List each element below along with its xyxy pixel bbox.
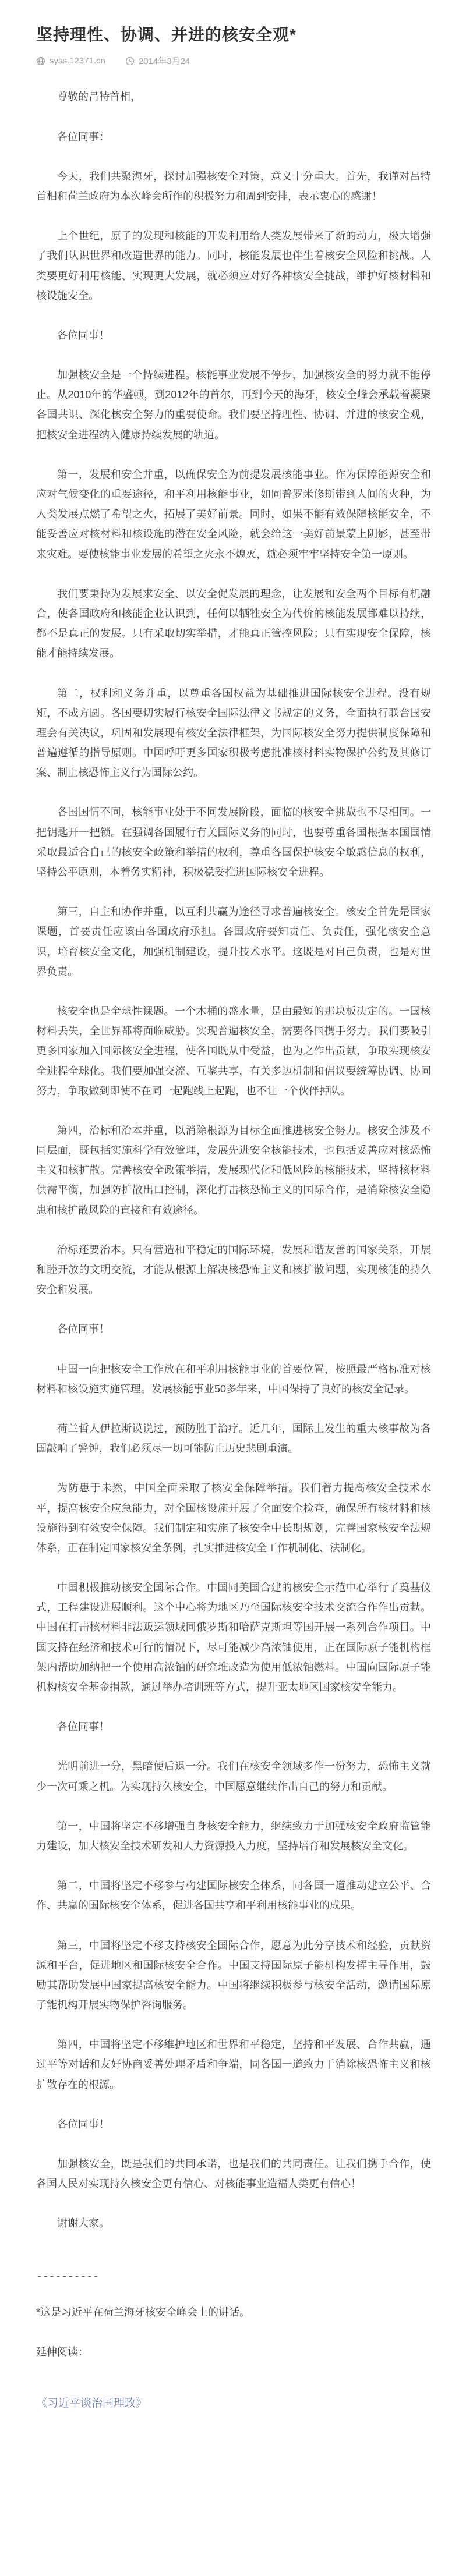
paragraph: 第三，自主和协作并重，以互利共赢为途径寻求普遍核安全。核安全首先是国家课题，首要责任应该由各国政府承担。各国政府要知责任、负责任，强化核安全意识，培育核安全文化，加强机制建设，提升技术水平。这既是对自己负责，也是对世界负责。 bbox=[36, 906, 431, 977]
paragraph: 第二，中国将坚定不移参与构建国际核安全体系，同各国一道推动建立公平、合作、共赢的国际核安全体系，促进各国共享和平利用核能事业的成果。 bbox=[36, 1880, 431, 1912]
meta-source bbox=[36, 56, 105, 66]
paragraph: 谢谢大家。 bbox=[57, 2217, 110, 2230]
paragraph: 第二，权利和义务并重，以尊重各国权益为基础推进国际核安全进程。没有规矩，不成方圆。各国要切实履行核安全国际法律文书规定的义务，全面执行联合国安理会有关决议，巩固和发展现有核安全法律框架，为国际核安全努力提供制度保障和普遍遵循的指导原则。中国呼吁更多国家积极考虑批准核材料实物保护公约及其修订案、制止核恐怖主义行为国际公约。 bbox=[36, 687, 431, 779]
paragraph: 各国国情不同，核能事业处于不同发展阶段，面临的核安全挑战也不尽相同。一把钥匙开一把锁。在强调各国履行有关国际义务的同时，也要尊重各国根据本国国情采取最适合自己的核安全政策和举措的权利，尊重各国保护核安全敏感信息的权利，坚持公平原则，本着务实精神，积极稳妥推进国际核安全进程。 bbox=[36, 806, 431, 878]
paragraph: 加强核安全是一个持续进程。核能事业发展不停步，加强核安全的努力就不能停止。从2010年的华盛顿，到2012年的首尔，再到今天的海牙，核安全峰会承载着凝聚各国共识、深化核安全努力的重要使命。我们要坚持理性、协调、并进的核安全观，把核安全进程纳入健康持续发展的轨道。 bbox=[36, 369, 431, 441]
paragraph: 第一，中国将坚定不移增强自身核安全能力，继续致力于加强核安全政府监管能力建设，加大核安全技术研发和人力资源投入力度，坚持培育和发展核安全文化。 bbox=[36, 1820, 431, 1852]
paragraph: 为防患于未然，中国全面采取了核安全保障举措。我们着力提高核安全技术水平，提高核安全应急能力，对全国核设施开展了全面安全检查，确保所有核材料和核设施得到有效安全保障。我们制定和实施了核安全中长期规划，完善国家核安全法规体系，正在制定国家核安全条例，扎实推进核安全工作机制化、法制化。 bbox=[36, 1482, 431, 1554]
page-title: 坚持理性、协调、并进的核安全观* bbox=[36, 26, 296, 44]
paragraph: 核安全也是全球性课题。一个木桶的盛水量，是由最短的那块板决定的。一国核材料丢失，全世界都将面临威胁。实现普遍核安全，需要各国携手努力。我们要吸引更多国家加入国际核安全进程，使各国既从中受益，也为之作出贡献，争取实现核安全进程全球化。我们要加强交流、互鉴共享，有关多边机制和倡议要统筹协调、协同努力，争取做到即使不在同一起跑线上起跑，也不让一个伙伴掉队。 bbox=[36, 1005, 431, 1097]
paragraph: 第四，中国将坚定不移维护地区和世界和平稳定，坚持和平发展、合作共赢，通过平等对话和友好协商妥善处理矛盾和争端，同各国一道致力于消除核恐怖主义和核扩散存在的根源。 bbox=[36, 2039, 431, 2090]
paragraph: 中国积极推动核安全国际合作。中国同美国合建的核安全示范中心举行了奠基仪式，工程建设进展顺利。这个中心将为地区乃至国际核安全技术交流合作作出贡献。中国在打击核材料非法贩运领域同俄罗斯和哈萨克斯坦等国开展一系列合作项目。中国支持在经济和技术可行的情况下，尽可能减少高浓铀使用，正在国际原子能机构框架内帮助加纳把一个使用高浓铀的研究堆改造为使用低浓铀燃料。中国向国际原子能机构核安全基金捐款，通过举办培训班等方式，提升亚太地区国家核安全能力。 bbox=[36, 1582, 431, 1693]
paragraph: 各位同事！ bbox=[57, 1721, 110, 1733]
paragraph: 治标还要治本。只有营造和平稳定的国际环境，发展和谐友善的国家关系，开展和睦开放的文明交流，才能从根源上解决核恐怖主义和核扩散问题，实现核能的持久安全和发展。 bbox=[36, 1243, 431, 1296]
paragraph: 各位同事！ bbox=[57, 2118, 110, 2130]
paragraph: 各位同事： bbox=[57, 130, 110, 143]
meta-date-text: 2014年3月24 bbox=[138, 56, 190, 67]
article-footer bbox=[36, 2271, 431, 2414]
paragraph: 上个世纪，原子的发现和核能的开发利用给人类发展带来了新的动力，极大增强了我们认识世界和改造世界的能力。同时，核能发展也伴生着核安全风险和挑战。人类要更好利用核能、实现更大发展，就必须应对好各种核安全挑战，维护好核材料和核设施安全。 bbox=[36, 230, 431, 302]
article-body bbox=[36, 87, 431, 2233]
paragraph: 加强核安全，既是我们的共同承诺，也是我们的共同责任。让我们携手合作，使各国人民对实现持久核安全更有信心、对核能事业造福人类更有信心！ bbox=[36, 2158, 431, 2190]
clock-icon bbox=[125, 56, 135, 66]
paragraph: 第四，治标和治本并重，以消除根源为目标全面推进核安全努力。核安全涉及不同层面，既包括实施科学有效管理，发展先进安全核能技术，也包括妥善应对核恐怖主义和核扩散。完善核安全政策举措，发展现代化和低风险的核能技术，坚持核材料供需平衡，加强防扩散出口控制，深化打击核恐怖主义的国际合作，是消除核安全隐患和核扩散风险的直接和有效途径。 bbox=[36, 1124, 431, 1216]
paragraph: 各位同事！ bbox=[57, 1323, 110, 1335]
paragraph: 各位同事！ bbox=[57, 329, 110, 341]
footnote-text: *这是习近平在荷兰海牙核安全峰会上的讲话。 bbox=[36, 2306, 250, 2318]
meta-source-text: syss.12371.cn bbox=[50, 56, 105, 66]
paragraph: 第一，发展和安全并重，以确保安全为前提发展核能事业。作为保障能源安全和应对气候变化的重要途径，和平利用核能事业，如同普罗米修斯带到人间的火种，为人类发展点燃了希望之火，拓展了美好前景。同时，如果不能有效保障核能安全，不能妥善应对核材料和核设施的潜在安全风险，就会给这一美好前景蒙上阴影，甚至带来灾难。要使核能事业发展的希望之火永不熄灭，就必须牢牢坚持安全第一原则。 bbox=[36, 468, 431, 560]
globe-icon bbox=[36, 56, 45, 66]
paragraph: 今天，我们共聚海牙，探讨加强核安全对策，意义十分重大。首先，我谨对吕特首相和荷兰政府为本次峰会所作的积极努力和周到安排，表示衷心的感谢！ bbox=[36, 170, 431, 202]
paragraph: 我们要秉持为发展求安全、以安全促发展的理念，让发展和安全两个目标有机融合，使各国政府和核能企业认识到，任何以牺牲安全为代价的核能发展都难以持续，都不是真正的发展。只有采取切实举措，才能真正管控风险；只有实现安全保障，核能才能持续发展。 bbox=[36, 587, 431, 660]
paragraph: 尊敬的吕特首相， bbox=[57, 91, 141, 103]
related-reading-link[interactable]: 《习近平谈治国理政》 bbox=[36, 2397, 147, 2410]
paragraph: 中国一向把核安全工作放在和平利用核能事业的首要位置，按照最严格标准对核材料和核设施实施管理。发展核能事业50多年来，中国保持了良好的核安全记录。 bbox=[36, 1363, 431, 1395]
footnote-divider: ---------- bbox=[36, 2270, 100, 2283]
related-reading-label: 延伸阅读： bbox=[36, 2345, 89, 2358]
paragraph: 第三，中国将坚定不移支持核安全国际合作，愿意为此分享技术和经验，贡献资源和平台，促进地区和国际核安全合作。中国支持国际原子能机构发挥主导作用，鼓励其帮助发展中国家提高核安全能力。中国将继续积极参与核安全活动，邀请国际原子能机构开展实物保护咨询服务。 bbox=[36, 1939, 431, 2011]
meta-date bbox=[125, 55, 190, 67]
article-meta bbox=[36, 55, 431, 67]
paragraph: 光明前进一分，黑暗便后退一分。我们在核安全领域多作一份努力，恐怖主义就少一次可乘之机。为实现持久核安全，中国愿意继续作出自己的努力和贡献。 bbox=[36, 1760, 431, 1792]
paragraph: 荷兰哲人伊拉斯谟说过，预防胜于治疗。近几年，国际上发生的重大核事故为各国敲响了警钟，我们必须尽一切可能防止历史悲剧重演。 bbox=[36, 1422, 431, 1455]
